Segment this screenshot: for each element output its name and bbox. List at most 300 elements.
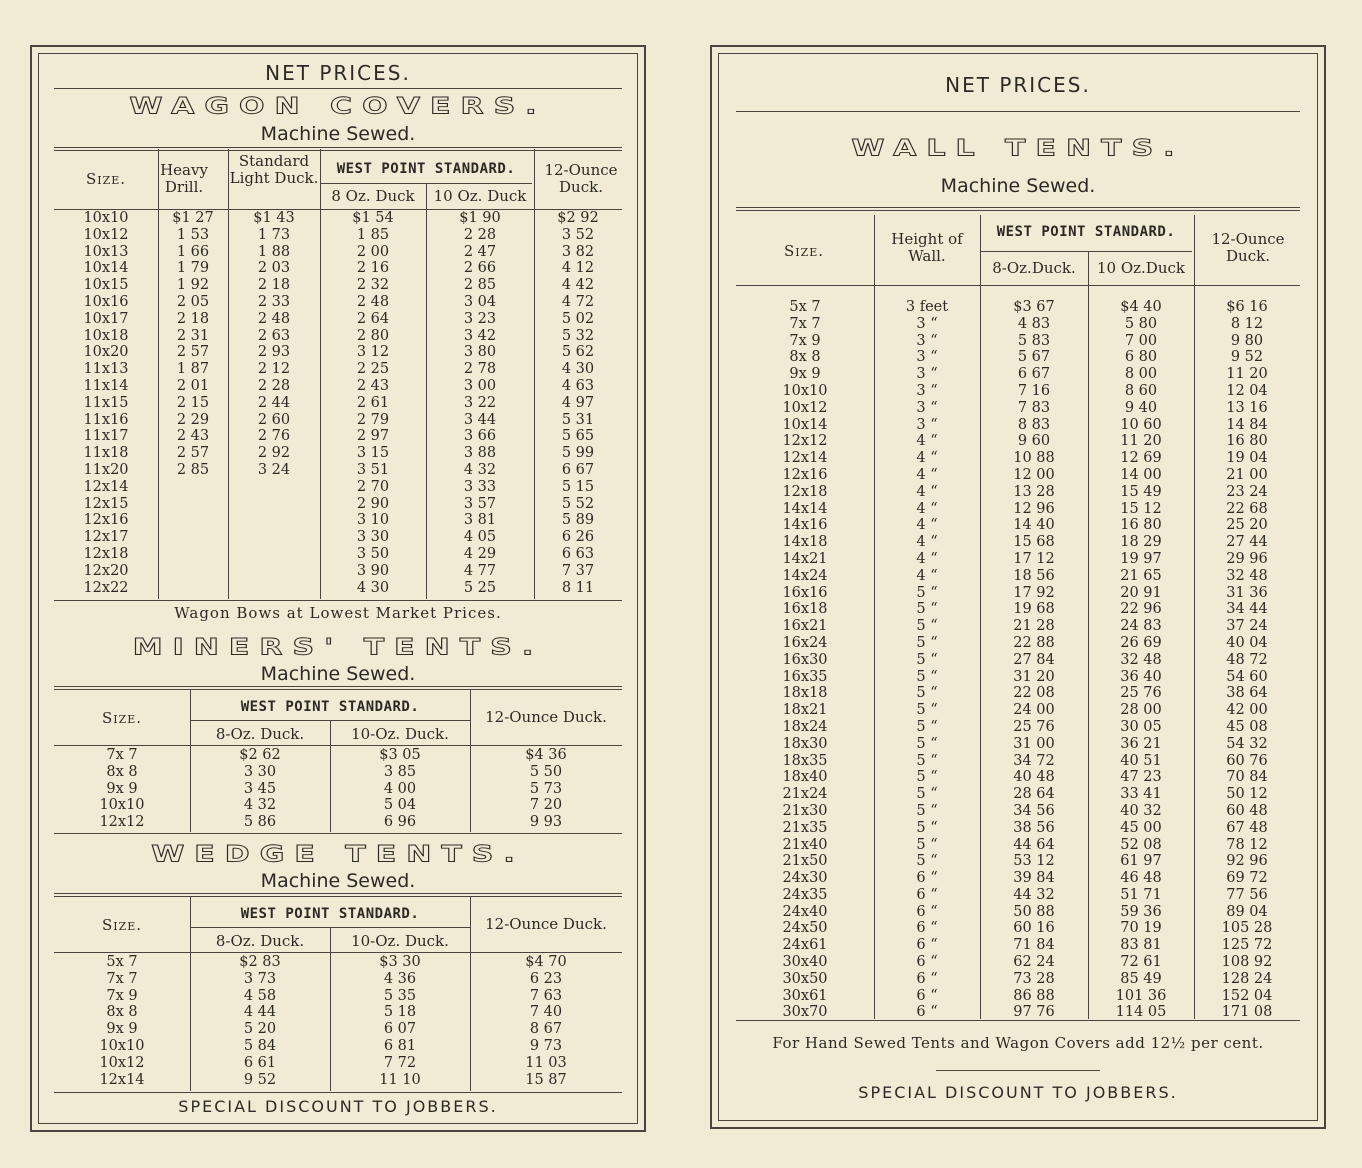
size-cell: 7x 7: [789, 315, 821, 332]
price-cell: 20 91: [1120, 584, 1162, 601]
price-cell: 7 20: [529, 797, 563, 814]
wagon-header-size: Size.: [85, 170, 127, 188]
wall-header-size: Size.: [783, 242, 825, 260]
price-cell: 5 “: [916, 819, 938, 836]
wall-header-8oz: 8-Oz.Duck.: [992, 259, 1076, 277]
price-cell: 2 47: [463, 243, 497, 260]
price-cell: 2 43: [356, 377, 390, 394]
price-cell: $4 40: [1120, 299, 1162, 315]
wall-tents-subtitle: Machine Sewed.: [940, 175, 1096, 197]
price-cell: 2 05: [176, 293, 210, 310]
table-row: [736, 333, 1300, 350]
table-row: [54, 988, 622, 1005]
wagon-header-10oz: 10 Oz. Duck: [433, 187, 527, 205]
price-cell: 2 28: [257, 377, 291, 394]
price-cell: [228, 479, 320, 496]
price-cell: 3 57: [463, 495, 497, 512]
right-price-panel: [710, 45, 1326, 1129]
size-cell: 21x35: [782, 819, 828, 836]
size-cell: 14x24: [782, 567, 828, 584]
wagon-rows: [54, 210, 622, 596]
price-cell: 48 72: [1226, 651, 1268, 668]
right-net-prices-heading: NET PRICES.: [945, 73, 1091, 97]
price-cell: 5 15: [561, 478, 595, 495]
price-cell: 4 32: [463, 461, 497, 478]
price-cell: 2 25: [356, 361, 390, 378]
size-cell: 5x 7: [106, 954, 138, 970]
price-cell: 2 18: [257, 277, 291, 294]
price-cell: 3 feet: [905, 299, 949, 315]
price-cell: 3 “: [916, 366, 938, 383]
price-cell: $1 54: [352, 210, 394, 226]
table-row: [736, 702, 1300, 719]
price-cell: 27 44: [1226, 534, 1268, 551]
price-cell: 60 76: [1226, 752, 1268, 769]
price-cell: 3 “: [916, 399, 938, 416]
price-cell: 2 92: [257, 445, 291, 462]
price-cell: 14 40: [1013, 517, 1055, 534]
wedge-header-12oz: 12-Ounce Duck.: [485, 915, 607, 933]
price-cell: 31 00: [1013, 735, 1055, 752]
price-cell: 3 44: [463, 411, 497, 428]
size-cell: 12x22: [83, 579, 129, 596]
table-row: [54, 814, 622, 831]
price-cell: [158, 546, 228, 563]
wall-header-12oz: 12-Ounce Duck.: [1211, 230, 1285, 265]
table-row: [736, 820, 1300, 837]
price-cell: 5 80: [1124, 315, 1158, 332]
size-cell: 16x16: [782, 584, 828, 601]
price-cell: 2 12: [257, 361, 291, 378]
price-cell: 4 58: [243, 987, 277, 1004]
table-row: [736, 349, 1300, 366]
price-cell: 8 67: [529, 1021, 563, 1038]
price-cell: 62 24: [1013, 954, 1055, 971]
price-cell: 4 12: [561, 260, 595, 277]
price-cell: 5 02: [561, 310, 595, 327]
price-cell: 11 10: [379, 1071, 421, 1088]
price-cell: 6 81: [383, 1037, 417, 1054]
price-cell: 3 23: [463, 310, 497, 327]
left-special-discount: SPECIAL DISCOUNT TO JOBBERS.: [178, 1097, 498, 1116]
price-cell: 10 88: [1013, 450, 1055, 467]
price-cell: 11 20: [1120, 433, 1162, 450]
price-cell: 6 “: [916, 870, 938, 887]
price-cell: 6 “: [916, 954, 938, 971]
price-cell: 70 19: [1120, 920, 1162, 937]
wagon-covers-subtitle: Machine Sewed.: [260, 123, 416, 145]
price-cell: 2 00: [356, 243, 390, 260]
size-cell: 10x12: [782, 399, 828, 416]
price-cell: [228, 546, 320, 563]
price-cell: 34 56: [1013, 802, 1055, 819]
size-cell: 11x16: [83, 411, 129, 428]
table-row: [736, 450, 1300, 467]
table-row: [54, 445, 622, 462]
price-cell: 5 “: [916, 651, 938, 668]
price-cell: 21 65: [1120, 567, 1162, 584]
size-cell: 16x24: [782, 634, 828, 651]
table-row: [736, 853, 1300, 870]
price-cell: 6 07: [383, 1021, 417, 1038]
size-cell: 12x12: [782, 433, 828, 450]
size-cell: 10x10: [99, 1037, 145, 1054]
price-cell: 1 92: [176, 277, 210, 294]
price-cell: 5 “: [916, 584, 938, 601]
table-row: [54, 1072, 622, 1089]
size-cell: 12x14: [782, 450, 828, 467]
table-row: [54, 294, 622, 311]
price-cell: 67 48: [1226, 819, 1268, 836]
price-cell: 33 41: [1120, 786, 1162, 803]
table-row: [736, 618, 1300, 635]
table-row: [736, 685, 1300, 702]
price-cell: 8 00: [1124, 366, 1158, 383]
price-cell: 19 04: [1226, 450, 1268, 467]
price-cell: 53 12: [1013, 853, 1055, 870]
price-cell: [228, 529, 320, 546]
price-cell: 3 10: [356, 512, 390, 529]
price-cell: 14 00: [1120, 466, 1162, 483]
wagon-header-west-point: WEST POINT STANDARD.: [336, 161, 516, 177]
size-cell: 21x30: [782, 802, 828, 819]
price-cell: 4 “: [916, 517, 938, 534]
price-cell: [228, 496, 320, 513]
size-cell: 9x 9: [789, 366, 821, 383]
size-cell: 21x40: [782, 836, 828, 853]
size-cell: 12x12: [99, 814, 145, 831]
price-cell: 6 “: [916, 886, 938, 903]
price-cell: 22 96: [1120, 601, 1162, 618]
table-row: [54, 1038, 622, 1055]
size-cell: 11x20: [83, 461, 129, 478]
price-cell: 36 40: [1120, 668, 1162, 685]
price-cell: 73 28: [1013, 970, 1055, 987]
miners-tents-title: MINERS' TENTS.: [132, 634, 544, 661]
price-cell: [158, 496, 228, 513]
price-cell: 5 “: [916, 802, 938, 819]
wedge-header-8oz: 8-Oz. Duck.: [215, 932, 305, 950]
price-cell: 2 61: [356, 394, 390, 411]
table-row: [54, 1021, 622, 1038]
price-cell: 2 85: [176, 461, 210, 478]
price-cell: 3 66: [463, 428, 497, 445]
wall-header-10oz: 10 Oz.Duck: [1096, 259, 1185, 277]
price-cell: 18 29: [1120, 534, 1162, 551]
table-row: [54, 1055, 622, 1072]
price-cell: 7 37: [561, 562, 595, 579]
size-cell: 10x12: [99, 1054, 145, 1071]
price-cell: 86 88: [1013, 987, 1055, 1004]
table-row: [54, 428, 622, 445]
price-cell: 12 00: [1013, 466, 1055, 483]
price-cell: 31 20: [1013, 668, 1055, 685]
price-cell: 3 22: [463, 394, 497, 411]
table-row: [54, 361, 622, 378]
price-cell: 2 64: [356, 310, 390, 327]
price-cell: 19 68: [1013, 601, 1055, 618]
table-row: [54, 529, 622, 546]
price-cell: 31 36: [1226, 584, 1268, 601]
table-row: [736, 433, 1300, 450]
price-cell: 6 67: [561, 461, 595, 478]
price-cell: 5 “: [916, 786, 938, 803]
table-row: [736, 971, 1300, 988]
price-cell: 5 “: [916, 668, 938, 685]
price-cell: 128 24: [1221, 970, 1273, 987]
table-row: [736, 534, 1300, 551]
size-cell: 5x 7: [789, 299, 821, 315]
price-cell: 24 83: [1120, 618, 1162, 635]
size-cell: 21x50: [782, 853, 828, 870]
price-cell: 2 76: [257, 428, 291, 445]
price-cell: 108 92: [1221, 954, 1273, 971]
table-row: [54, 344, 622, 361]
price-cell: 40 32: [1120, 802, 1162, 819]
price-cell: 2 79: [356, 411, 390, 428]
miners-header-10oz: 10-Oz. Duck.: [351, 725, 449, 743]
price-cell: 3 24: [257, 461, 291, 478]
price-cell: 5 35: [383, 987, 417, 1004]
size-cell: 7x 7: [106, 970, 138, 987]
wagon-header-heavy-drill: Heavy Drill.: [160, 161, 208, 196]
wall-header-west-point: WEST POINT STANDARD.: [996, 224, 1176, 240]
size-cell: 16x35: [782, 668, 828, 685]
price-cell: 3 90: [356, 562, 390, 579]
price-cell: 45 08: [1226, 718, 1268, 735]
price-cell: 60 16: [1013, 920, 1055, 937]
price-cell: 17 12: [1013, 550, 1055, 567]
price-cell: 45 00: [1120, 819, 1162, 836]
size-cell: 21x24: [782, 786, 828, 803]
price-cell: 3 “: [916, 382, 938, 399]
price-cell: 9 40: [1124, 399, 1158, 416]
size-cell: 16x21: [782, 618, 828, 635]
price-cell: 3 73: [243, 970, 277, 987]
size-cell: 12x17: [83, 529, 129, 546]
price-cell: 6 “: [916, 937, 938, 954]
size-cell: 10x18: [83, 327, 129, 344]
price-cell: 2 85: [463, 277, 497, 294]
price-cell: 44 32: [1013, 886, 1055, 903]
price-cell: 28 64: [1013, 786, 1055, 803]
price-cell: $2 83: [239, 954, 281, 970]
price-cell: 26 69: [1120, 634, 1162, 651]
price-cell: 3 00: [463, 377, 497, 394]
table-row: [736, 719, 1300, 736]
price-cell: 2 97: [356, 428, 390, 445]
price-cell: 4 “: [916, 433, 938, 450]
miners-header-west-point: WEST POINT STANDARD.: [240, 699, 420, 715]
price-cell: 5 99: [561, 445, 595, 462]
price-cell: 70 84: [1226, 769, 1268, 786]
price-cell: $2 92: [557, 210, 599, 226]
price-cell: 101 36: [1115, 987, 1167, 1004]
price-cell: 171 08: [1221, 1004, 1273, 1021]
table-row: [736, 417, 1300, 434]
price-cell: 5 “: [916, 601, 938, 618]
price-cell: $2 62: [239, 747, 281, 763]
wagon-bows-note: Wagon Bows at Lowest Market Prices.: [174, 604, 502, 622]
size-cell: 10x12: [83, 226, 129, 243]
size-cell: 9x 9: [106, 1021, 138, 1038]
wedge-tents-title: WEDGE TENTS.: [151, 841, 525, 868]
table-row: [54, 797, 622, 814]
price-cell: 59 36: [1120, 903, 1162, 920]
price-cell: 4 72: [561, 293, 595, 310]
price-cell: 105 28: [1221, 920, 1273, 937]
price-cell: 5 52: [561, 495, 595, 512]
price-cell: 5 50: [529, 763, 563, 780]
price-cell: 6 “: [916, 920, 938, 937]
price-cell: 38 64: [1226, 685, 1268, 702]
price-cell: 2 57: [176, 445, 210, 462]
table-row: [54, 781, 622, 798]
price-cell: 22 88: [1013, 634, 1055, 651]
table-row: [54, 546, 622, 563]
size-cell: 18x21: [782, 702, 828, 719]
wagon-covers-title: WAGON COVERS.: [129, 93, 547, 120]
price-cell: 9 93: [529, 814, 563, 831]
table-row: [54, 954, 622, 971]
size-cell: 18x24: [782, 718, 828, 735]
price-cell: 5 “: [916, 752, 938, 769]
size-cell: 7x 7: [106, 747, 138, 763]
size-cell: 30x50: [782, 970, 828, 987]
table-row: [736, 316, 1300, 333]
price-cell: $3 05: [379, 747, 421, 763]
table-row: [736, 803, 1300, 820]
table-row: [54, 580, 622, 597]
table-row: [736, 383, 1300, 400]
price-cell: 3 81: [463, 512, 497, 529]
size-cell: 11x18: [83, 445, 129, 462]
price-cell: 1 53: [176, 226, 210, 243]
size-cell: 12x20: [83, 562, 129, 579]
price-cell: 4 97: [561, 394, 595, 411]
price-cell: 89 04: [1226, 903, 1268, 920]
table-row: [54, 563, 622, 580]
price-cell: 15 68: [1013, 534, 1055, 551]
price-cell: 3 82: [561, 243, 595, 260]
size-cell: 12x16: [782, 466, 828, 483]
table-row: [54, 412, 622, 429]
table-row: [736, 585, 1300, 602]
price-cell: 2 29: [176, 411, 210, 428]
price-cell: 5 65: [561, 428, 595, 445]
size-cell: 11x14: [83, 377, 129, 394]
table-row: [736, 652, 1300, 669]
price-cell: 47 23: [1120, 769, 1162, 786]
price-cell: 2 28: [463, 226, 497, 243]
price-cell: 4 “: [916, 466, 938, 483]
price-cell: $1 43: [253, 210, 295, 226]
size-cell: 9x 9: [106, 780, 138, 797]
table-row: [736, 988, 1300, 1005]
left-net-prices-heading: NET PRICES.: [265, 61, 411, 85]
price-cell: 2 33: [257, 293, 291, 310]
table-row: [54, 747, 622, 764]
size-cell: 10x13: [83, 243, 129, 260]
miners-header-size: Size.: [101, 709, 143, 727]
price-cell: 22 68: [1226, 500, 1268, 517]
price-cell: 25 20: [1226, 517, 1268, 534]
wall-tents-title: WALL TENTS.: [851, 135, 1185, 162]
price-cell: 2 16: [356, 260, 390, 277]
price-cell: 5 “: [916, 853, 938, 870]
price-cell: 11 03: [525, 1054, 567, 1071]
price-cell: 5 04: [383, 797, 417, 814]
price-cell: 2 48: [257, 310, 291, 327]
price-cell: 10 60: [1120, 416, 1162, 433]
size-cell: 11x13: [83, 361, 129, 378]
table-row: [54, 244, 622, 261]
price-cell: 2 60: [257, 411, 291, 428]
table-row: [54, 395, 622, 412]
table-row: [736, 601, 1300, 618]
price-cell: 29 96: [1226, 550, 1268, 567]
table-row: [736, 837, 1300, 854]
price-cell: 83 81: [1120, 937, 1162, 954]
table-row: [736, 484, 1300, 501]
price-cell: 52 08: [1120, 836, 1162, 853]
price-cell: 3 45: [243, 780, 277, 797]
price-cell: 61 97: [1120, 853, 1162, 870]
price-cell: 4 36: [383, 970, 417, 987]
price-cell: 8 60: [1124, 382, 1158, 399]
price-cell: 9 80: [1230, 332, 1264, 349]
price-cell: 7 16: [1017, 382, 1051, 399]
size-cell: 7x 9: [789, 332, 821, 349]
price-cell: 14 84: [1226, 416, 1268, 433]
table-row: [736, 870, 1300, 887]
table-row: [736, 635, 1300, 652]
price-cell: 3 “: [916, 332, 938, 349]
price-cell: 1 85: [356, 226, 390, 243]
price-cell: 6 80: [1124, 349, 1158, 366]
size-cell: 18x35: [782, 752, 828, 769]
price-cell: 2 93: [257, 344, 291, 361]
price-cell: 2 80: [356, 327, 390, 344]
price-cell: 30 05: [1120, 718, 1162, 735]
table-row: [54, 210, 622, 227]
price-cell: 15 12: [1120, 500, 1162, 517]
size-cell: 12x18: [782, 483, 828, 500]
price-cell: 2 78: [463, 361, 497, 378]
table-row: [54, 479, 622, 496]
price-cell: 4 “: [916, 500, 938, 517]
size-cell: 12x14: [99, 1071, 145, 1088]
price-cell: 7 63: [529, 987, 563, 1004]
right-special-discount: SPECIAL DISCOUNT TO JOBBERS.: [858, 1083, 1178, 1102]
size-cell: 11x17: [83, 428, 129, 445]
price-cell: 4 “: [916, 450, 938, 467]
price-cell: 7 40: [529, 1004, 563, 1021]
table-row: [54, 378, 622, 395]
size-cell: 18x40: [782, 769, 828, 786]
price-cell: 50 12: [1226, 786, 1268, 803]
miners-rows: [54, 747, 622, 831]
price-cell: 2 43: [176, 428, 210, 445]
size-cell: 30x61: [782, 987, 828, 1004]
price-cell: 38 56: [1013, 819, 1055, 836]
price-cell: 4 30: [561, 361, 595, 378]
price-cell: 6 “: [916, 1004, 938, 1021]
table-row: [54, 512, 622, 529]
size-cell: 10x10: [99, 797, 145, 814]
table-row: [736, 568, 1300, 585]
price-cell: 8 12: [1230, 315, 1264, 332]
